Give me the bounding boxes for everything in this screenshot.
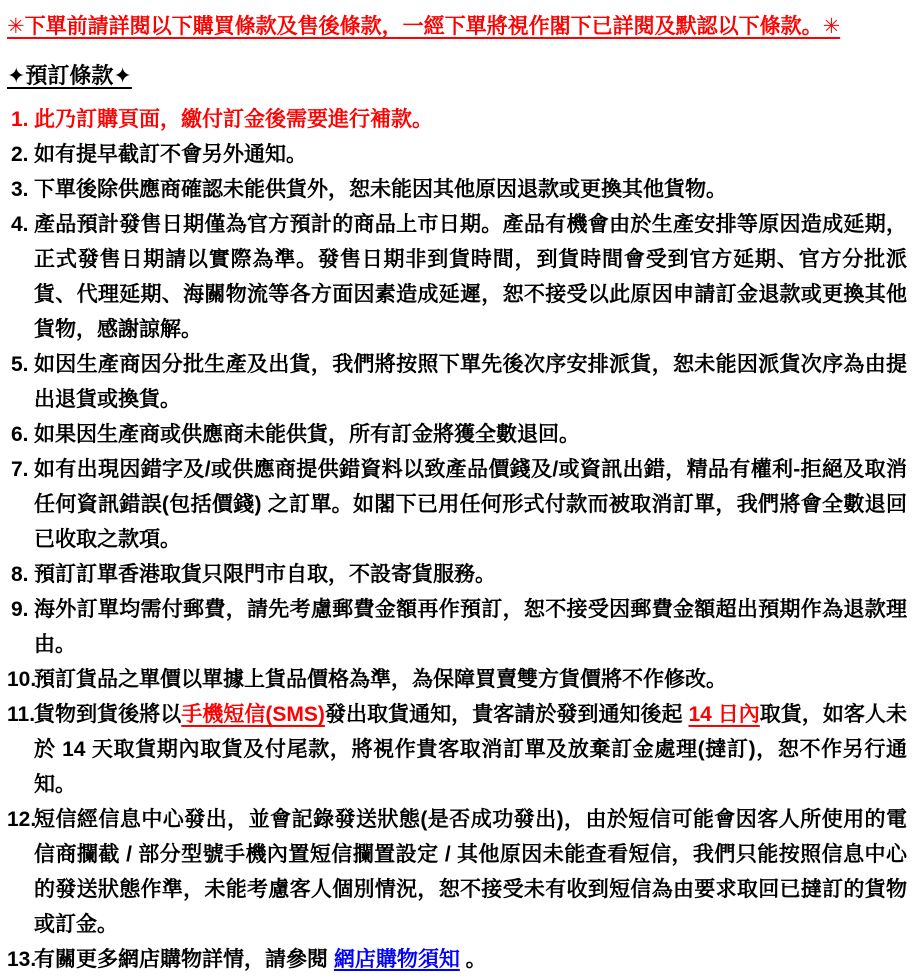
term-item bbox=[7, 417, 907, 452]
term-segment: 貨物到貨後將以 bbox=[34, 703, 182, 726]
term-text bbox=[34, 592, 907, 662]
term-item bbox=[7, 592, 907, 662]
term-number: 11. bbox=[7, 703, 36, 726]
term-item bbox=[7, 662, 907, 697]
term-number: 3. bbox=[11, 178, 29, 201]
term-text bbox=[34, 557, 907, 592]
term-number: 5. bbox=[11, 353, 29, 376]
term-item bbox=[7, 802, 907, 942]
term-text bbox=[34, 662, 907, 697]
term-number: 12. bbox=[7, 808, 37, 831]
term-text bbox=[34, 172, 907, 207]
term-segment: 預訂貨品之單價以單據上貨品價格為準，為保障買賣雙方貨價將不作修改。 bbox=[34, 668, 727, 691]
pre-order-notice-banner: ✳下單前請詳閱以下購買條款及售後條款，一經下單將視作閣下已詳閱及默認以下條款。✳ bbox=[7, 15, 841, 38]
term-item bbox=[7, 942, 907, 977]
term-text bbox=[34, 417, 907, 452]
section-heading-preorder-terms: ✦預訂條款✦ bbox=[7, 63, 132, 88]
term-number: 1. bbox=[11, 108, 29, 131]
term-item bbox=[7, 697, 907, 802]
term-text bbox=[34, 697, 907, 802]
term-number: 13. bbox=[7, 948, 37, 971]
term-segment: 如因生產商因分批生產及出貨，我們將按照下單先後次序安排派貨，恕未能因派貨次序為由提出退貨或換貨。 bbox=[34, 353, 907, 411]
term-item bbox=[7, 347, 907, 417]
term-number: 6. bbox=[11, 423, 29, 446]
term-number: 9. bbox=[11, 598, 29, 621]
term-segment: 預訂訂單香港取貨只限門市自取，不設寄貨服務。 bbox=[34, 563, 496, 586]
term-segment: 如有出現因錯字及/或供應商提供錯資料以致產品價錢及/或資訊出錯，精品有權利-拒絕及取消任何資訊錯誤(包括價錢) 之訂單。如閣下已用任何形式付款而被取消訂單，我們將會全數退回已收取之款項。 bbox=[34, 458, 907, 551]
term-item bbox=[7, 452, 907, 557]
term-item bbox=[7, 102, 907, 137]
term-text bbox=[34, 802, 907, 942]
term-item bbox=[7, 557, 907, 592]
term-segment: 海外訂單均需付郵費，請先考慮郵費金額再作預訂，恕不接受因郵費金額超出預期作為退款理由。 bbox=[34, 598, 907, 656]
term-text bbox=[34, 102, 907, 137]
term-segment: 。 bbox=[459, 948, 487, 971]
term-text bbox=[34, 942, 907, 977]
term-segment: 如有提早截訂不會另外通知。 bbox=[34, 143, 307, 166]
term-text bbox=[34, 452, 907, 557]
term-item bbox=[7, 137, 907, 172]
term-text bbox=[34, 137, 907, 172]
term-number: 8. bbox=[11, 563, 29, 586]
term-segment: 此乃訂購頁面，繳付訂金後需要進行補款。 bbox=[34, 108, 433, 131]
term-item bbox=[7, 207, 907, 347]
term-segment: 有關更多網店購物詳情，請參閱 bbox=[34, 948, 334, 971]
term-segment: 發出取貨通知，貴客請於發到通知後起 bbox=[324, 703, 689, 726]
term-segment: 短信經信息中心發出，並會記錄發送狀態(是否成功發出)，由於短信可能會因客人所使用的電信商攔截 / 部分型號手機內置短信攔置設定 / 其他原因未能查看短信，我們只能按照信息中心的發送狀態作準，未能考慮客人個別情況，恕不接受未有收到短信為由要求取回已撻訂的貨物或訂金。 bbox=[34, 808, 907, 936]
term-segment: 14 日內 bbox=[688, 703, 760, 726]
term-item bbox=[7, 172, 907, 207]
term-number: 7. bbox=[11, 458, 29, 481]
term-segment: 下單後除供應商確認未能供貨外，恕未能因其他原因退款或更換其他貨物。 bbox=[34, 178, 727, 201]
term-number: 4. bbox=[11, 213, 29, 236]
term-text bbox=[34, 347, 907, 417]
term-text bbox=[34, 207, 907, 347]
term-number: 10. bbox=[7, 668, 37, 691]
term-segment: 如果因生產商或供應商未能供貨，所有訂金將獲全數退回。 bbox=[34, 423, 580, 446]
store-shopping-guide-link[interactable]: 網店購物須知 bbox=[333, 948, 460, 971]
term-segment: 手機短信(SMS) bbox=[181, 703, 325, 726]
term-segment: 產品預計發售日期僅為官方預計的商品上市日期。產品有機會由於生產安排等原因造成延期，正式發售日期請以實際為準。發售日期非到貨時間，到貨時間會受到官方延期、官方分批派貨、代理延期、海關物流等各方面因素造成延遲，恕不接受以此原因申請訂金退款或更換其他貨物，感謝諒解。 bbox=[34, 213, 907, 341]
term-segment: 取貨，如客人未於 14 天取貨期內取貨及付尾款，將視作貴客取消訂單及放棄訂金處理(撻訂)，恕不作另行通知。 bbox=[34, 703, 908, 796]
terms-list bbox=[7, 102, 907, 977]
term-number: 2. bbox=[11, 143, 29, 166]
